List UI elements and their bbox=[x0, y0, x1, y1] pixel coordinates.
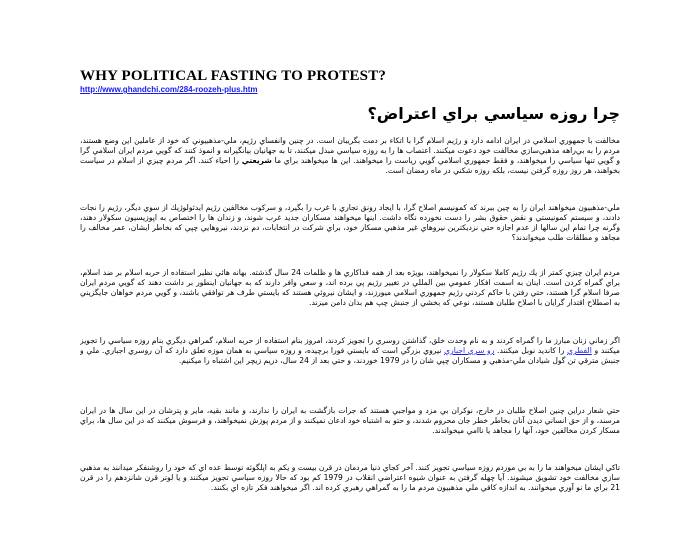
persian-title: چرا روزه سياسي براي اعتراض؟ bbox=[367, 104, 620, 123]
paragraph-text: مردم ايران چيزي كمتر از يك رژيم كاملا سكولار را نميخواهند، بويژه بعد از همه فداكاري ها و ظلمات 24 سال گذشته. بهانه هائي نظير استفاده از حربه اسلام بر ضد اسلام، براي گمراه كردن است. اينان به اسمت افكار عمومي بين المللي در تغيير رژيم پي برده اند، و سعي وافر دارند كه به جهانيان اينطور بر داشت دهند كه گويي مردم ايران صرفا اسلام گرا هستند، حتي رفتن با حاكم كردني رژيم جمهوري اسلامي ميورزند، و ايشان نيروئي هستند كه بايستي طرف هر توافقي باشند، و گويي مردم خواهان جايگزيني به اصطلاح اقتدار گرايان با اصلاح طلبان هستند، نوعي كه بخشي از جنبش چپ هم بدان دامن ميزند. bbox=[80, 268, 620, 307]
paragraph-3 bbox=[80, 268, 620, 320]
source-link[interactable]: http://www.ghandchi.com/284-roozeh-plus.htm bbox=[80, 85, 258, 94]
paragraph-2 bbox=[80, 203, 620, 245]
inline-link-1[interactable]: الفطري bbox=[567, 346, 592, 355]
paragraph-text: را احياء كنند. اگر مردم چيزي از اسلام در سياست بخواهند، هر روز روزه گرفتن نيست، بلكه روزه شكني در ماه رمضان است. bbox=[80, 156, 620, 175]
paragraph-text: ملي-مذهبيون ميخواهند ايران را به چين ببرند كه كمونيسم اصلاح گرا، با ايجاد رونق تجاري با غرب را بگيرد، و سركوب مخالفين رژيم ايدئولوژيك از سوي ديگر، رژيم را نجات دادند، و سيستم كمونيستي و نقض حقوق بشر را دست نخورده نگاه داشت. اينها ميخواهند مسكاران جديد غرب شوند، و زندان ها را اختصاص به اپوزيسيون سكولار دهند، وگرنه چرا تمام اين سالها از عدم اجازه حتي نزديكترين نيروهاي غير مذهبي مسكار خود، براي شركت در انتخابات، دم نزدند، نيروهايي چپي كه بخاطر ايشان، عمر مخالف را مجاهد و مطلقات طلب ميخواندند؟ bbox=[80, 203, 620, 242]
paragraph-6 bbox=[80, 463, 620, 495]
bold-term: شريعتي bbox=[241, 156, 272, 165]
paragraph-text: تاكي ايشان ميخواهند ما را به بي موردم روزه سياسي تجويز كنند. آخر كجاي دنيا مردمان در قرن بيست و يكم به اپلگوئه توسط عده اي كه خود را روشنفكر ميدانند به مذهبي سازي مخالفت خود تشويق ميشوند. آيا چهله گرفتن به عنوان شيوه اعتراضي انقلاب در 1979 كم بود كه حالا روزه سياسي تجويز ميكنند و يا لوتر قرن شانزدهم را در قرن 21 براي ما نو آوري ميخوانند. به اندازه كافي ملي مذهبيون مردم ما را به گمراهي رهبري كرده اند. اگر ميخواهند فكر تازه اي بكنند. bbox=[80, 463, 620, 492]
paragraph-text: اگر زماني زنان مبارز ما را گمراه كردند و به نام وحدت خلق، گذاشتن روسري را تجويز كردند، امروز بنام استفاده از حربه اسلام، گمراهي ديگري بنام روزه سياسي را تجويز ميكنند و bbox=[80, 336, 620, 355]
paragraph-text: را كانديد نوبل ميكنند. bbox=[494, 346, 568, 355]
paragraph-text: مخالفت با جمهوري اسلامي در ايران ادامه دارد و رژيم اسلام گرا با اتكاء بر دمت بگريبان است. در چنين وانفساي رژيم، ملي-مذهبيوني كه خود از عاملين اين وضع هستند، مردم را به بي‌راهه مذهبي‌سازي مخالفت خود دعوت ميكنند. اعتصاب ها را به روزه سياسي مبدل ميكنند، تا به جهانيان بيانگيرانه و انموذ كنند كه گويي مردم ايران اسلامي گرا و گويي تنها سياسي را ميخواهند، و فقط جمهوري اسلامي گويي رياست را ميخواهند. اين ها ميخواهند براي ما bbox=[80, 136, 620, 165]
inline-link-2[interactable]: رو سري اجباري bbox=[444, 346, 495, 355]
paragraph-1 bbox=[80, 136, 620, 188]
paragraph-4 bbox=[80, 336, 620, 378]
paragraph-text: نيروي بزرگي است كه بايستي فورا برچيده، و روزه سياسي به همان موزه تعلق دارد كه آن روسري اجباري. ملي و جنبش مترقي تن گول شيادان ملي-مذهبي و مسكاران چپي شان را در 1979 خوردند، و حتي بعد از 24 سال، دريم زيچر اين اشتباه را ميكنيم. bbox=[80, 346, 620, 365]
paragraph-text: حتي شعار دراين چنين اصلاح طلبان در خارج، نوكران بي مزد و مواجبي هستند كه جرات بازگشت به ايران را ندارند، و مانند بقيه، ماير و پترشان در اين سال ها در ايران مرسند، و از حق انساني ديدن آنان بخاطر خطر جان محروم شدند، و حتو به اشتباه خود ادعان نميكنند و از مردم پوزش نميخواهند، و فرسوش ميكنند كه در اين سال ها، براي مسكار كردن مخالفين خود، آنها را مجاهد يا ناامي ميخواندند. bbox=[80, 406, 620, 435]
paragraph-5 bbox=[80, 406, 620, 438]
page-title: WHY POLITICAL FASTING TO PROTEST? bbox=[80, 68, 387, 84]
